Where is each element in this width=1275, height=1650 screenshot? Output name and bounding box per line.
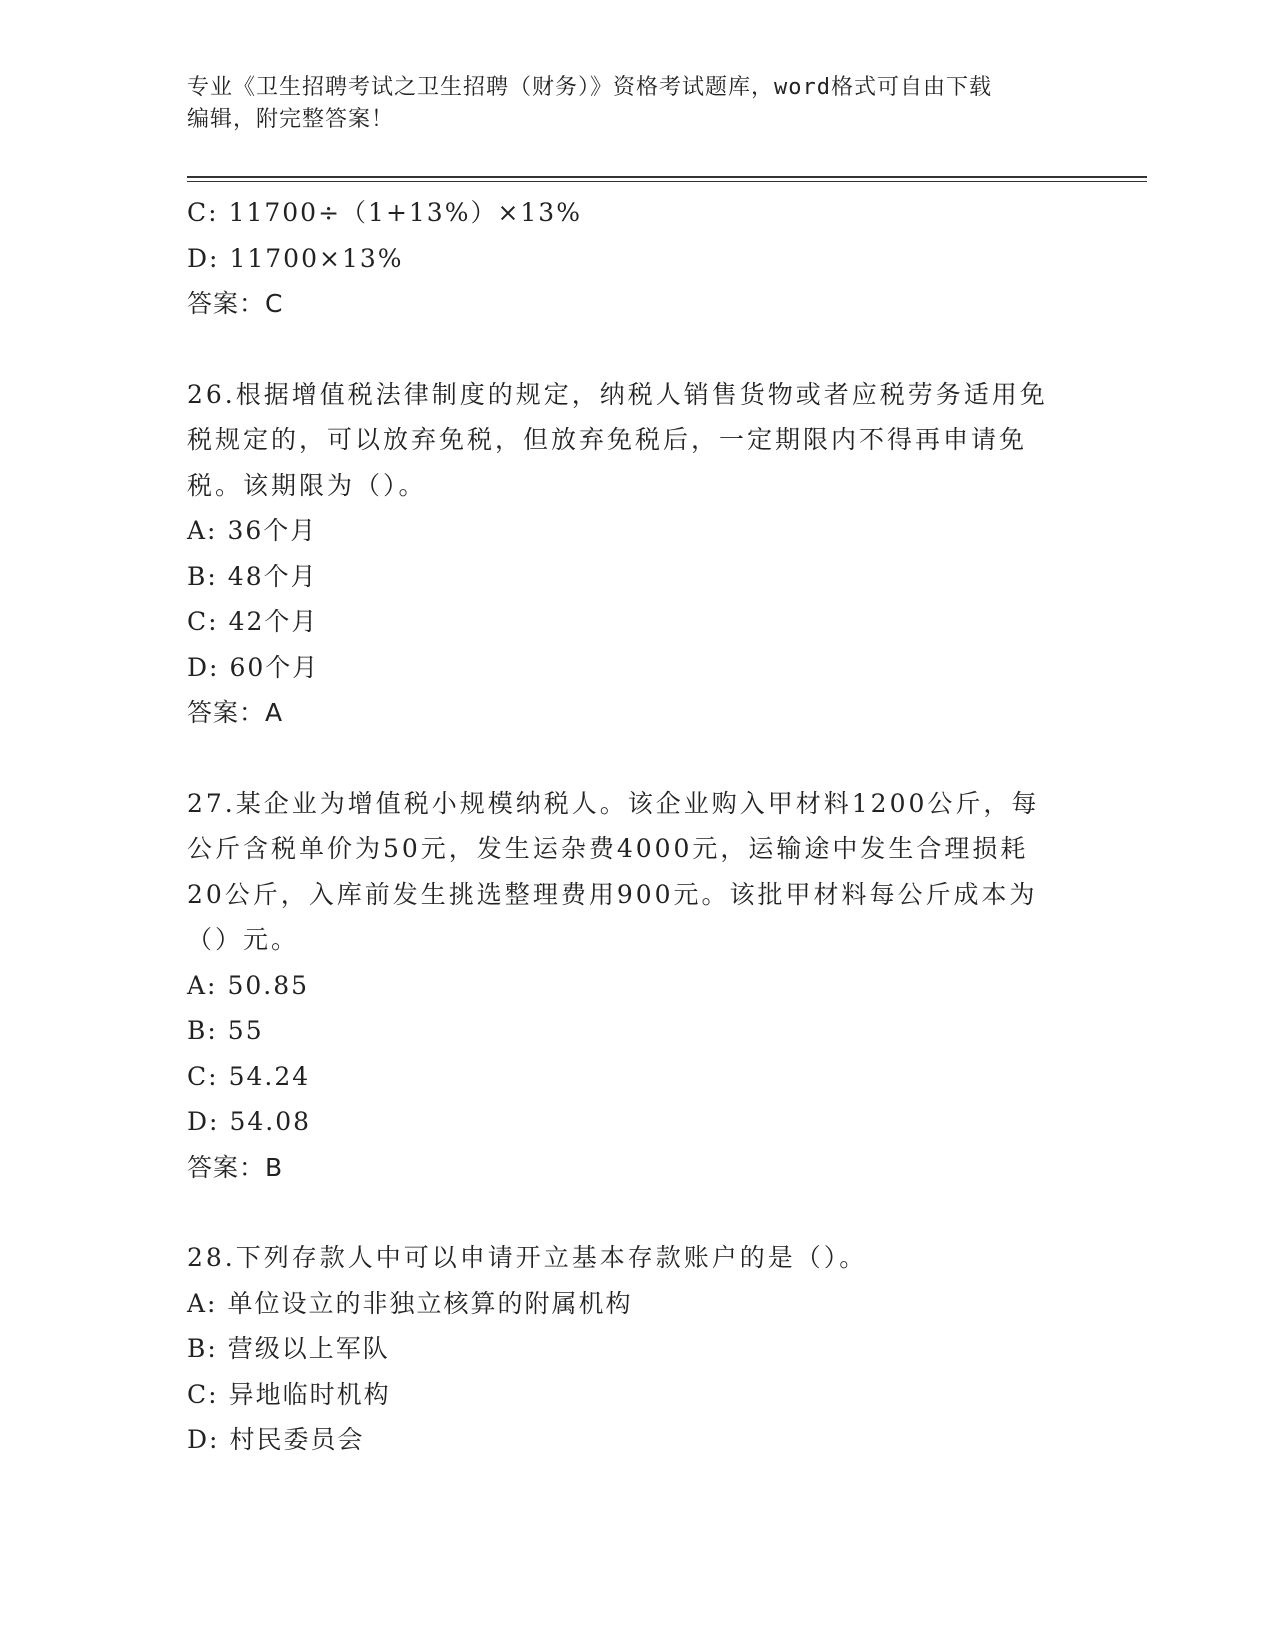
option-line xyxy=(187,963,1087,1009)
option-text: 42个月 xyxy=(228,607,319,636)
header-line-2: 编辑，附完整答案！ xyxy=(187,107,395,132)
option-key: C: xyxy=(187,607,219,636)
option-line xyxy=(187,1372,1087,1418)
option-key: D: xyxy=(187,1107,220,1136)
option-text: 单位设立的非独立核算的附属机构 xyxy=(227,1288,633,1318)
option-key: B: xyxy=(187,1016,218,1045)
option-key: C: xyxy=(187,1061,219,1091)
option-line xyxy=(187,1326,1087,1372)
option-text: 48个月 xyxy=(227,561,318,591)
option-key: D: xyxy=(187,243,220,273)
option-text: 54.24 xyxy=(228,1061,311,1091)
previous-question-tail xyxy=(187,190,1087,327)
question-28 xyxy=(187,1235,1087,1463)
header-line-1: 专业《卫生招聘考试之卫生招聘（财务）》资格考试题库，word格式可自由下载 xyxy=(187,75,992,100)
option-key: A: xyxy=(187,516,218,545)
option-text: 11700×13% xyxy=(229,243,404,273)
option-key: B: xyxy=(187,561,218,591)
header-divider-thin xyxy=(187,181,1147,182)
answer-line: 答案：C xyxy=(187,289,284,318)
option-key: D: xyxy=(187,1425,220,1454)
option-key: B: xyxy=(187,1334,218,1363)
option-line xyxy=(187,554,1087,600)
option-text: 异地临时机构 xyxy=(228,1379,391,1409)
option-line xyxy=(187,1054,1087,1100)
header-divider-thick xyxy=(187,176,1147,178)
question-text-line: 20公斤，入库前发生挑选整理费用900元。该批甲材料每公斤成本为 xyxy=(187,879,1038,909)
option-key: C: xyxy=(187,1379,219,1409)
document-header xyxy=(187,72,1067,136)
option-line xyxy=(187,1099,1087,1145)
question-text-line: 公斤含税单价为50元，发生运杂费4000元，运输途中发生合理损耗 xyxy=(187,834,1029,863)
question-text-line: 税。该期限为（）。 xyxy=(187,470,427,500)
option-text: 营级以上军队 xyxy=(227,1334,390,1363)
question-text-line: 27.某企业为增值税小规模纳税人。该企业购入甲材料1200公斤，每 xyxy=(187,788,1040,818)
option-line xyxy=(187,508,1087,554)
option-text: 54.08 xyxy=(229,1107,312,1136)
question-26 xyxy=(187,372,1087,736)
option-line xyxy=(187,645,1087,691)
option-key: A: xyxy=(187,970,218,1000)
option-key: A: xyxy=(187,1288,218,1318)
option-line xyxy=(187,1281,1087,1327)
answer-line: 答案：A xyxy=(187,698,284,727)
answer-line: 答案：B xyxy=(187,1152,284,1182)
option-line xyxy=(187,1008,1087,1054)
option-text: 55 xyxy=(227,1016,264,1045)
option-text: 60个月 xyxy=(229,652,320,682)
question-27 xyxy=(187,781,1087,1191)
question-text-line: 28.下列存款人中可以申请开立基本存款账户的是（）。 xyxy=(187,1243,868,1272)
option-line xyxy=(187,190,1087,236)
question-text-line: （）元。 xyxy=(187,925,300,954)
option-line xyxy=(187,236,1087,282)
option-key: D: xyxy=(187,652,220,682)
option-text: 50.85 xyxy=(227,970,310,1000)
question-text-line: 26.根据增值税法律制度的规定，纳税人销售货物或者应税劳务适用免 xyxy=(187,379,1048,409)
option-line xyxy=(187,1417,1087,1463)
option-text: 36个月 xyxy=(227,516,318,545)
option-text: 村民委员会 xyxy=(229,1425,365,1454)
option-line xyxy=(187,599,1087,645)
document-body xyxy=(187,190,1087,1463)
option-key: C: xyxy=(187,198,219,227)
question-text-line: 税规定的，可以放弃免税，但放弃免税后，一定期限内不得再申请免 xyxy=(187,425,1028,454)
option-text: 11700÷（1+13%）×13% xyxy=(228,198,582,227)
